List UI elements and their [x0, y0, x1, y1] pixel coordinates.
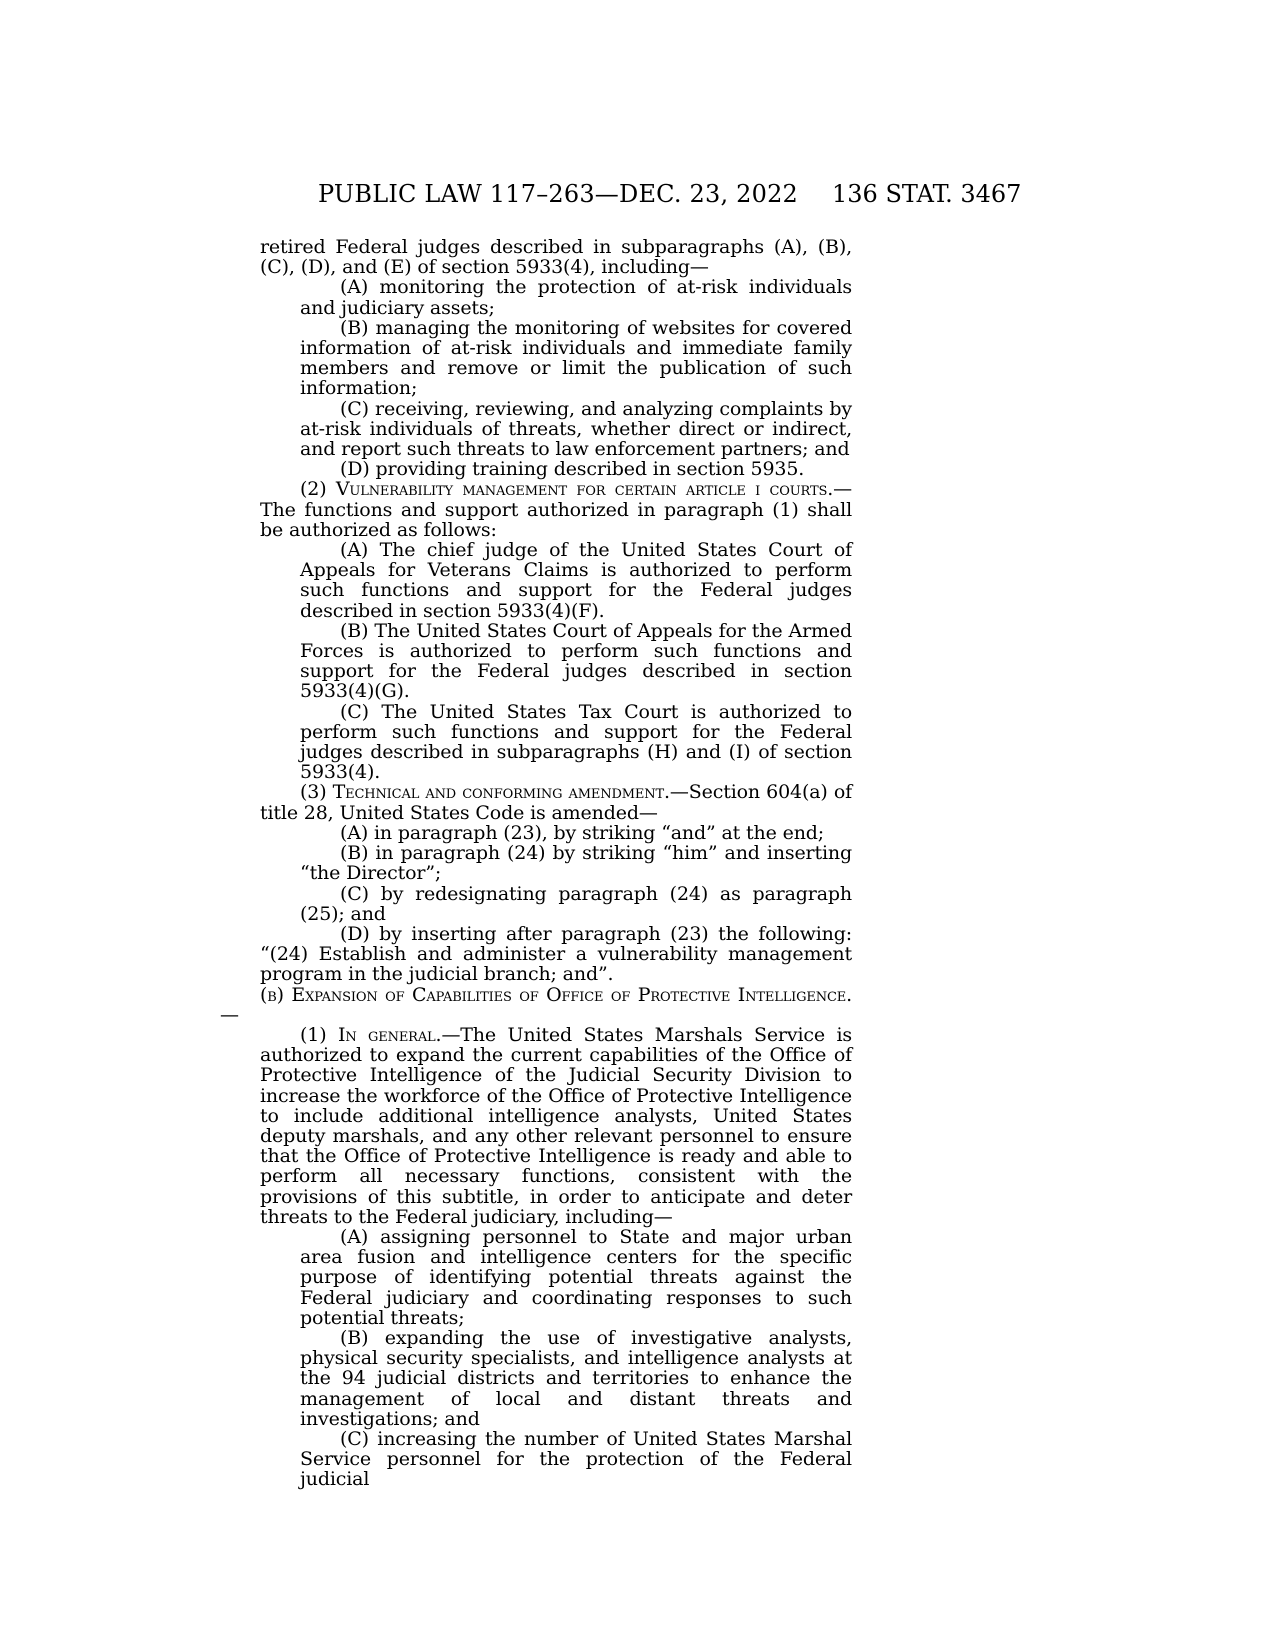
paragraph-text: (C) increasing the number of United States Marshal Service personnel for the protection of the Federal judicial: [300, 1427, 852, 1491]
paragraph: [220, 1429, 880, 1490]
running-head-title: PUBLIC LAW 117–263—DEC. 23, 2022: [318, 180, 799, 208]
paragraph: [220, 884, 880, 924]
paragraph: [220, 782, 880, 822]
paragraph-text: (A) assigning personnel to State and major urban area fusion and intelligence centers for the specific purpose of identifying potential threats against the Federal judiciary and coordinating responses to such potential threats;: [300, 1225, 852, 1329]
paragraph: [220, 702, 880, 783]
paragraph: [220, 1328, 880, 1429]
paragraph-text: (B) The United States Court of Appeals for the Armed Forces is authorized to perform such functions and support for the Federal judges described in section 5933(4)(G).: [300, 619, 852, 703]
paragraph: retired Federal judges described in subparagraphs (A), (B), (C), (D), and (E) of section 5933(4), including—: [260, 236, 852, 279]
paragraph-text: —: [220, 1003, 239, 1026]
paragraph-text: (C) by redesignating paragraph (24) as paragraph (25); and: [300, 882, 852, 925]
paragraph-text: (A) The chief judge of the United States Court of Appeals for Veterans Claims is authorized to perform such functions and support for the Federal judges described in section 5933(4)(F).: [300, 539, 852, 622]
paragraph: [220, 540, 880, 621]
paragraph-heading: (b) Expansion of Capabilities of Office of Protective Intelligence.: [260, 983, 852, 1006]
paragraph-heading: (2) Vulnerability management for certain article i courts.: [300, 478, 834, 501]
paragraph: [220, 399, 880, 460]
paragraph: [220, 1025, 880, 1227]
paragraph: [220, 823, 880, 843]
paragraph-text: —The functions and support authorized in paragraph (1) shall be authorized as follows:: [260, 478, 852, 541]
paragraph: [220, 277, 880, 317]
paragraph-text: (C) The United States Tax Court is authorized to perform such functions and support for the Federal judges described in subparagraphs (H) and (I) of section 5933(4).: [300, 700, 852, 784]
paragraph: [220, 318, 880, 399]
paragraph: [220, 459, 880, 479]
document-body: [220, 237, 880, 1490]
paragraph-text: (B) managing the monitoring of websites for covered information of at-risk individuals and immediate family members and remove or limit the publication of such information;: [300, 316, 852, 400]
paragraph-text: (A) monitoring the protection of at-risk individuals and judiciary assets;: [300, 276, 852, 319]
paragraph: [220, 1227, 880, 1328]
paragraph-heading: (3) Technical and conforming amendment.: [300, 781, 670, 804]
paragraph-text: (D) providing training described in section 5935.: [340, 458, 805, 481]
paragraph: [220, 479, 880, 540]
paragraph-text: (B) expanding the use of investigative analysts, physical security specialists, and intelligence analysts at the 94 judicial districts and territories to enhance the management of local and distant threats and investigations; and: [300, 1326, 852, 1430]
paragraph: [220, 843, 880, 883]
paragraph: [220, 621, 880, 702]
paragraph-heading: (1) In general.: [300, 1023, 442, 1046]
paragraph-text: (B) in paragraph (24) by striking “him” and inserting “the Director”;: [300, 842, 852, 885]
statute-page-number: 136 STAT. 3467: [832, 180, 1022, 208]
paragraph-text: (C) receiving, reviewing, and analyzing complaints by at-risk individuals of threats, whether direct or indirect, and report such threats to law enforcement partners; and: [300, 397, 852, 461]
page-header: [0, 180, 1275, 214]
paragraph-text: —The United States Marshals Service is authorized to expand the current capabilities of the Office of Protective Intelligence of the Judicial Security Division to increase the workforce of the Office of Protective Intelligence to include additional intelligence analysts, United States deputy marshals, and any other relevant personnel to ensure that the Office of Protective Intelligence is ready and able to perform all necessary functions, consistent with the provisions of this subtitle, in order to anticipate and deter threats to the Federal judiciary, including—: [260, 1023, 852, 1228]
paragraph-text: (A) in paragraph (23), by striking “and” at the end;: [340, 821, 825, 844]
paragraph-text: —Section 604(a) of title 28, United States Code is amended—: [260, 781, 853, 824]
paragraph-text: (D) by inserting after paragraph (23) the following: “(24) Establish and administer a vulnerability management program in the judicial branch; and”.: [260, 922, 852, 986]
paragraph: [220, 924, 880, 985]
paragraph: [220, 985, 880, 1025]
